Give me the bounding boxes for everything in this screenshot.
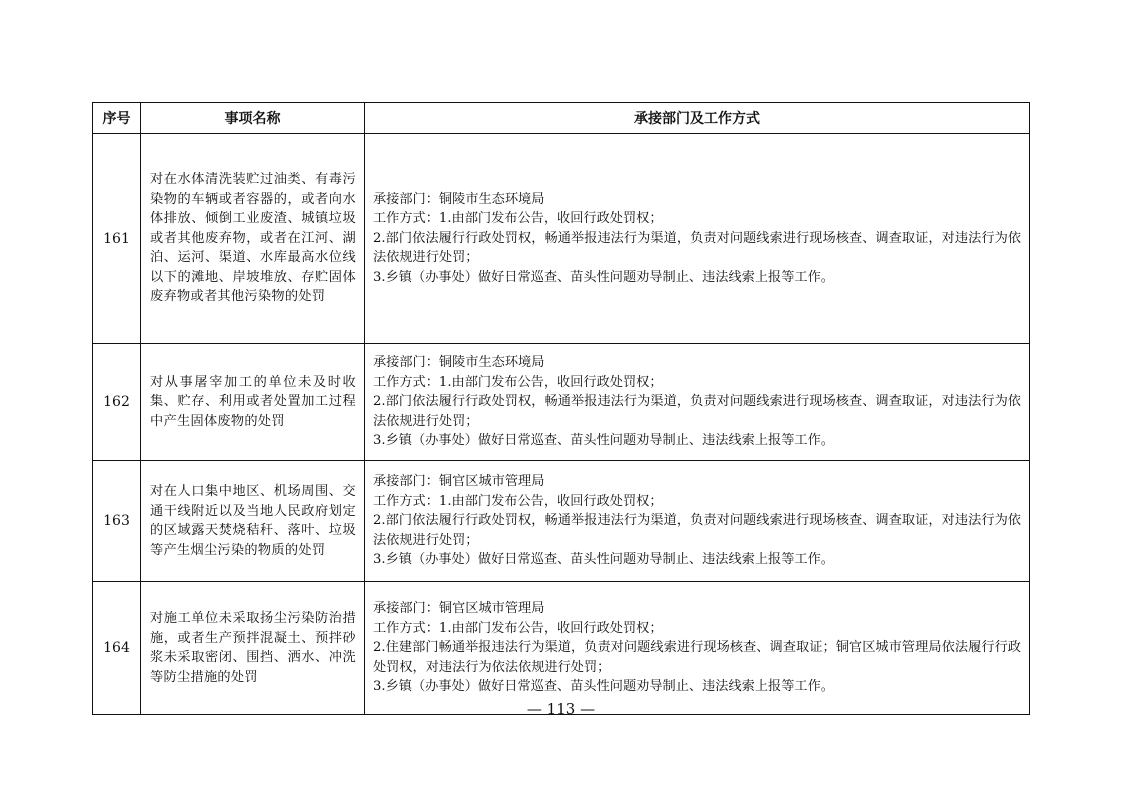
matters-table: [92, 102, 1030, 715]
row-matter-name: 对从事屠宰加工的单位未及时收集、贮存、利用或者处置加工过程中产生固体废物的处罚: [141, 344, 365, 461]
row-serial-number: 162: [93, 344, 141, 461]
table-row: [93, 344, 1030, 461]
row-serial-number: 164: [93, 582, 141, 715]
table-row: [93, 461, 1030, 582]
method-line: 工作方式：1.由部门发布公告，收回行政处罚权；: [373, 211, 663, 227]
row-department-method: [365, 461, 1030, 582]
method-line: 3.乡镇（办事处）做好日常巡查、苗头性问题劝导制止、违法线索上报等工作。: [373, 269, 834, 285]
department-line: 承接部门：铜陵市生态环境局: [373, 355, 545, 371]
method-line: 3.乡镇（办事处）做好日常巡查、苗头性问题劝导制止、违法线索上报等工作。: [373, 433, 834, 449]
row-matter-name: 对在水体清洗装贮过油类、有毒污染物的车辆或者容器的，或者向水体排放、倾倒工业废渣、城镇垃圾或者其他废弃物，或者在江河、湖泊、运河、渠道、水库最高水位线以下的滩地、岸坡堆放、存贮固体废弃物或者其他污染物的处罚: [141, 134, 365, 344]
method-line: 工作方式：1.由部门发布公告，收回行政处罚权；: [373, 493, 663, 509]
method-line: 3.乡镇（办事处）做好日常巡查、苗头性问题劝导制止、违法线索上报等工作。: [373, 552, 834, 568]
department-line: 承接部门：铜陵市生态环境局: [373, 191, 545, 207]
row-serial-number: 163: [93, 461, 141, 582]
row-department-method: [365, 344, 1030, 461]
row-matter-name: 对施工单位未采取扬尘污染防治措施，或者生产预拌混凝土、预拌砂浆未采取密闭、围挡、洒水、冲洗等防尘措施的处罚: [141, 582, 365, 715]
table-row: [93, 134, 1030, 344]
department-line: 承接部门：铜官区城市管理局: [373, 474, 545, 490]
page-number: — 113 —: [526, 700, 596, 718]
method-line: 2.部门依法履行行政处罚权，畅通举报违法行为渠道，负责对问题线索进行现场核查、调查取证，对违法行为依法依规进行处罚；: [373, 394, 1021, 429]
header-matter-name: 事项名称: [141, 103, 365, 134]
department-line: 承接部门：铜官区城市管理局: [373, 601, 545, 617]
method-line: 2.住建部门畅通举报违法行为渠道，负责对问题线索进行现场核查、调查取证；铜官区城市管理局依法履行行政处罚权，对违法行为依法依规进行处罚；: [373, 640, 1021, 675]
row-department-method: [365, 582, 1030, 715]
method-line: 2.部门依法履行行政处罚权，畅通举报违法行为渠道，负责对问题线索进行现场核查、调查取证，对违法行为依法依规进行处罚；: [373, 513, 1021, 548]
row-matter-name: 对在人口集中地区、机场周围、交通干线附近以及当地人民政府划定的区域露天焚烧秸秆、落叶、垃圾等产生烟尘污染的物质的处罚: [141, 461, 365, 582]
method-line: 工作方式：1.由部门发布公告，收回行政处罚权；: [373, 620, 663, 636]
table-header-row: [93, 103, 1030, 134]
method-line: 工作方式：1.由部门发布公告，收回行政处罚权；: [373, 374, 663, 390]
row-department-method: [365, 134, 1030, 344]
row-serial-number: 161: [93, 134, 141, 344]
method-line: 2.部门依法履行行政处罚权，畅通举报违法行为渠道，负责对问题线索进行现场核查、调查取证，对违法行为依法依规进行处罚；: [373, 230, 1021, 266]
header-serial-number: 序号: [93, 103, 141, 134]
table-row: [93, 582, 1030, 715]
header-department-method: 承接部门及工作方式: [365, 103, 1030, 134]
method-line: 3.乡镇（办事处）做好日常巡查、苗头性问题劝导制止、违法线索上报等工作。: [373, 679, 834, 695]
